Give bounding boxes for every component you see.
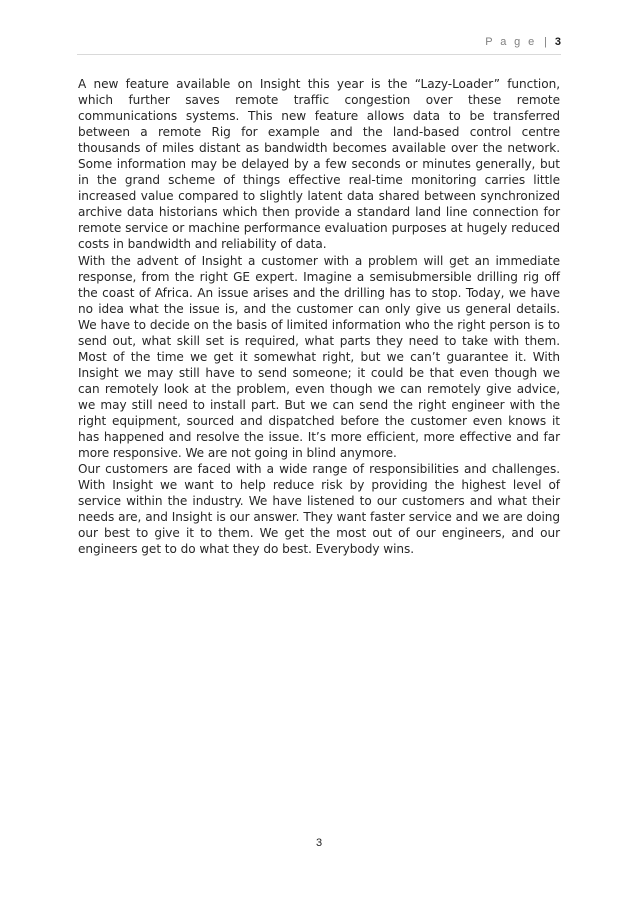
paragraph-insight-response: With the advent of Insight a customer with a problem will get an immediate response, from the right GE expert. Imagine a semisubmersible drilling rig off the coast of Africa. An issue arises and the drilling has to stop. Today, we have no idea what the issue is, and the customer can only give us general details. We have to decide on the basis of limited information who the right person is to send out, what skill set is required, what parts they need to take with them. Most of the time we get it somewhat right, but we can’t guarantee it. With Insight we may still have to send someone; it could be that even though we can remotely look at the problem, even though we can remotely give advice, we may still need to install part. But we can send the right engineer with the right equipment, sourced and dispatched before the customer even knows it has happened and resolve the issue. It’s more efficient, more effective and far more responsive. We are not going in blind anymore. <box>78 253 560 461</box>
header-page-number: 3 <box>554 36 561 48</box>
page-header <box>485 36 561 48</box>
document-body <box>78 76 560 557</box>
page-separator: | <box>544 36 550 48</box>
paragraph-lazy-loader: A new feature available on Insight this year is the “Lazy-Loader” function, which further saves remote traffic congestion over these remote communications systems. This new feature allows data to be transferred between a remote Rig for example and the land-based control centre thousands of miles distant as bandwidth becomes available over the network. Some information may be delayed by a few seconds or minutes generally, but in the grand scheme of things effective real-time monitoring carries little increased value compared to slightly latent data shared between synchronized archive data historians which then provide a standard land line connection for remote service or machine performance evaluation purposes at hugely reduced costs in bandwidth and reliability of data. <box>78 77 560 252</box>
header-divider <box>77 54 561 55</box>
footer-page-number: 3 <box>315 837 323 849</box>
page-label: P a g e <box>485 36 537 48</box>
paragraph-customers: Our customers are faced with a wide range of responsibilities and challenges. With Insight we want to help reduce risk by providing the highest level of service within the industry. We have listened to our customers and what their needs are, and Insight is our answer. They want faster service and we are doing our best to give it to them. We get the most out of our engineers, and our engineers get to do what they do best. Everybody wins. <box>78 462 560 557</box>
